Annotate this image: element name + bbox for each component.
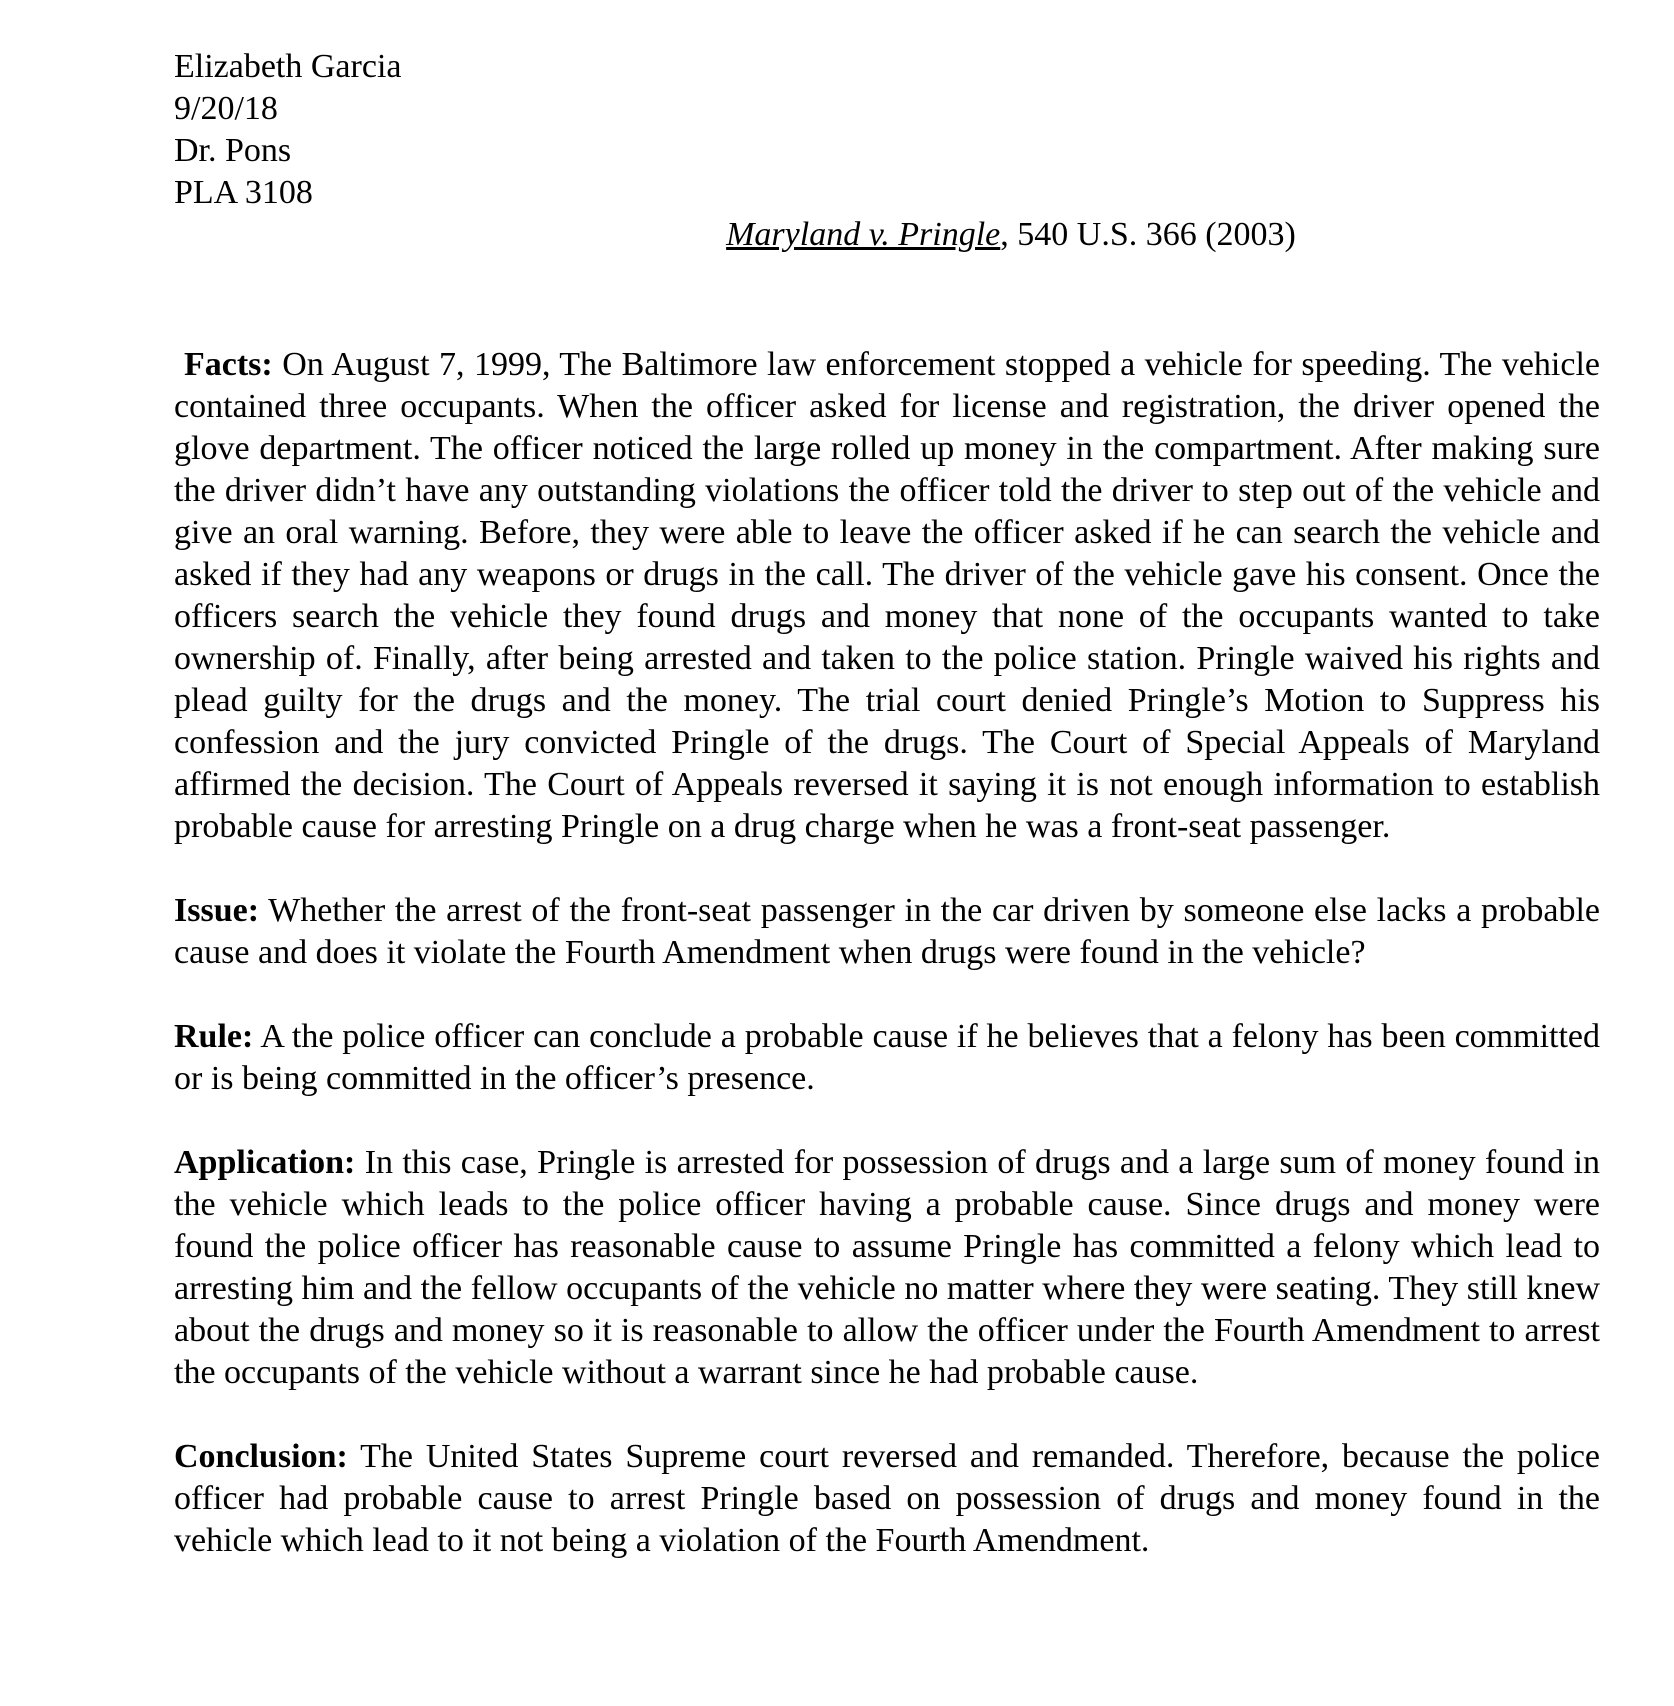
issue-label: Issue: bbox=[174, 892, 260, 929]
course-code: PLA 3108 bbox=[174, 174, 313, 211]
facts-label: Facts: bbox=[184, 346, 273, 383]
date: 9/20/18 bbox=[174, 90, 278, 127]
instructor: Dr. Pons bbox=[174, 132, 292, 169]
rule-label: Rule: bbox=[174, 1018, 254, 1055]
document-page bbox=[174, 46, 1600, 1562]
student-name: Elizabeth Garcia bbox=[174, 48, 402, 85]
case-citation: , 540 U.S. 366 (2003) bbox=[1000, 216, 1296, 253]
application-label: Application: bbox=[174, 1144, 356, 1181]
facts-section bbox=[174, 344, 1600, 848]
case-name: Maryland v. Pringle bbox=[726, 216, 1001, 253]
rule-text: A the police officer can conclude a probable cause if he believes that a felony has been committed or is being committed in the officer’s presence. bbox=[174, 1018, 1600, 1097]
application-section bbox=[174, 1142, 1600, 1394]
conclusion-text: The United States Supreme court reversed and remanded. Therefore, because the police officer had probable cause to arrest Pringle based on possession of drugs and money found in the vehicle which lead to it not being a violation of the Fourth Amendment. bbox=[174, 1438, 1601, 1559]
conclusion-label: Conclusion: bbox=[174, 1438, 348, 1475]
case-title bbox=[174, 214, 1600, 256]
issue-text: Whether the arrest of the front-seat passenger in the car driven by someone else lacks a probable cause and does it violate the Fourth Amendment when drugs were found in the vehicle? bbox=[174, 892, 1600, 971]
facts-text: On August 7, 1999, The Baltimore law enforcement stopped a vehicle for speeding. The vehicle contained three occupants. When the officer asked for license and registration, the driver opened the glove department. The officer noticed the large rolled up money in the compartment. After making sure the driver didn’t have any outstanding violations the officer told the driver to step out of the vehicle and give an oral warning. Before, they were able to leave the officer asked if he can search the vehicle and asked if they had any weapons or drugs in the call. The driver of the vehicle gave his consent. Once the officers search the vehicle they found drugs and money that none of the occupants wanted to take ownership of. Finally, after being arrested and taken to the police station. Pringle waived his rights and plead guilty for the drugs and the money. The trial court denied Pringle’s Motion to Suppress his confession and the jury convicted Pringle of the drugs. The Court of Special Appeals of Maryland affirmed the decision. The Court of Appeals reversed it saying it is not enough information to establish probable cause for arresting Pringle on a drug charge when he was a front-seat passenger. bbox=[174, 346, 1600, 845]
application-text: In this case, Pringle is arrested for possession of drugs and a large sum of money found in the vehicle which leads to the police officer having a probable cause. Since drugs and money were found the police officer has reasonable cause to assume Pringle has committed a felony which lead to arresting him and the fellow occupants of the vehicle no matter where they were seating. They still knew about the drugs and money so it is reasonable to allow the officer under the Fourth Amendment to arrest the occupants of the vehicle without a warrant since he had probable cause. bbox=[174, 1144, 1600, 1391]
rule-section bbox=[174, 1016, 1600, 1100]
conclusion-section bbox=[174, 1436, 1600, 1562]
issue-section bbox=[174, 890, 1600, 974]
